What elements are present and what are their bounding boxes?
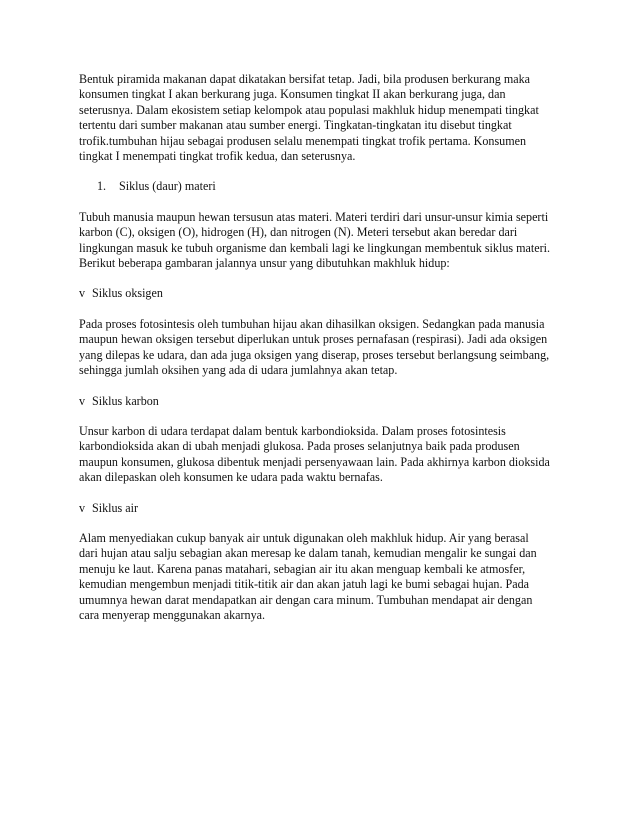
heading-oxygen-cycle (79, 286, 569, 301)
heading-water-cycle (79, 501, 569, 516)
text-line: tertentu dari sumber makanan atau sumber energi. Tingkatan-tingkatan itu disebut tingkat (79, 118, 512, 133)
text-line: tingkat I menempati tingkat trofik kedua, dan seterusnya. (79, 149, 356, 164)
text-line: seterusnya. Dalam ekosistem setiap kelompok atau populasi makhluk hidup menempati tingkat (79, 102, 539, 117)
text-line: umumnya hewan darat mendapatkan air dengan cara minum. Tumbuhan mendapat air dengan (79, 592, 533, 607)
bullet-mark: v (79, 393, 86, 408)
text-line: karbon (C), oksigen (O), hidrogen (H), dan nitrogen (N). Meteri tersebut akan beredar dari (79, 225, 518, 240)
text-line: karbondioksida akan di ubah menjadi glukosa. Pada proses selanjutnya baik pada produsen (79, 439, 520, 454)
paragraph-oxygen (79, 317, 569, 379)
list-number: 1. (97, 179, 107, 194)
text-line: kemudian mengembun menjadi titik-titik air dan akan jatuh lagi ke bumi sebagai hujan. Pada (79, 577, 530, 592)
text-line: Unsur karbon di udara terdapat dalam bentuk karbondioksida. Dalam proses fotosintesis (79, 423, 506, 438)
paragraph-carbon (79, 424, 569, 486)
bullet-mark: v (79, 286, 86, 301)
text-line: menuju ke laut. Karena panas matahari, sebagian air itu akan menguap kembali ke atmosfer, (79, 561, 526, 576)
text-line: cara menyerap menggunakan akarnya. (79, 607, 266, 622)
text-line: Berikut beberapa gambaran jalannya unsur yang dibutuhkan makhluk hidup: (79, 256, 450, 271)
paragraph-food-pyramid (79, 72, 569, 164)
heading-carbon-cycle (79, 394, 569, 409)
document-body (79, 72, 569, 638)
text-line: yang dilepas ke udara, dan ada juga oksigen yang diserap, proses tersebut berlangsung seimbang, (79, 347, 550, 362)
text-line: akan dilepaskan oleh konsumen ke udara pada waktu bernafas. (79, 470, 383, 485)
text-line: konsumen tingkat I akan berkurang juga. Konsumen tingkat II akan berkurang juga, dan (79, 87, 506, 102)
numbered-heading-material-cycle (79, 179, 569, 194)
text-line: dari hujan atau salju sebagian akan meresap ke dalam tanah, kemudian mengalir ke sungai dan (79, 546, 537, 561)
list-item-text: Siklus (daur) materi (119, 179, 216, 194)
text-line: Alam menyediakan cukup banyak air untuk digunakan oleh makhluk hidup. Air yang berasal (79, 530, 529, 545)
text-line: Bentuk piramida makanan dapat dikatakan bersifat tetap. Jadi, bila produsen berkurang maka (79, 72, 531, 86)
text-line: Pada proses fotosintesis oleh tumbuhan hijau akan dihasilkan oksigen. Sedangkan pada manusia (79, 316, 545, 331)
text-line: sehingga jumlah oksihen yang ada di udara jumlahnya akan tetap. (79, 363, 398, 378)
paragraph-material (79, 210, 569, 272)
text-line: trofik.tumbuhan hijau sebagai produsen selalu menempati tingkat trofik pertama. Konsumen (79, 133, 527, 148)
paragraph-water (79, 531, 569, 623)
heading-text: Siklus oksigen (92, 286, 163, 301)
heading-text: Siklus air (92, 500, 139, 515)
bullet-mark: v (79, 500, 86, 515)
text-line: lingkungan masuk ke tubuh organisme dan kembali lagi ke lingkungan membentuk siklus materi. (79, 240, 551, 255)
text-line: maupun hewan oksigen tersebut diperlukan untuk proses pernafasan (respirasi). Jadi ada oksigen (79, 332, 548, 347)
heading-text: Siklus karbon (92, 393, 159, 408)
text-line: Tubuh manusia maupun hewan tersusun atas materi. Materi terdiri dari unsur-unsur kimia seperti (79, 209, 549, 224)
text-line: maupun konsumen, glukosa dibentuk menjadi persenyawaan lain. Pada akhirnya karbon dioksida (79, 454, 550, 469)
